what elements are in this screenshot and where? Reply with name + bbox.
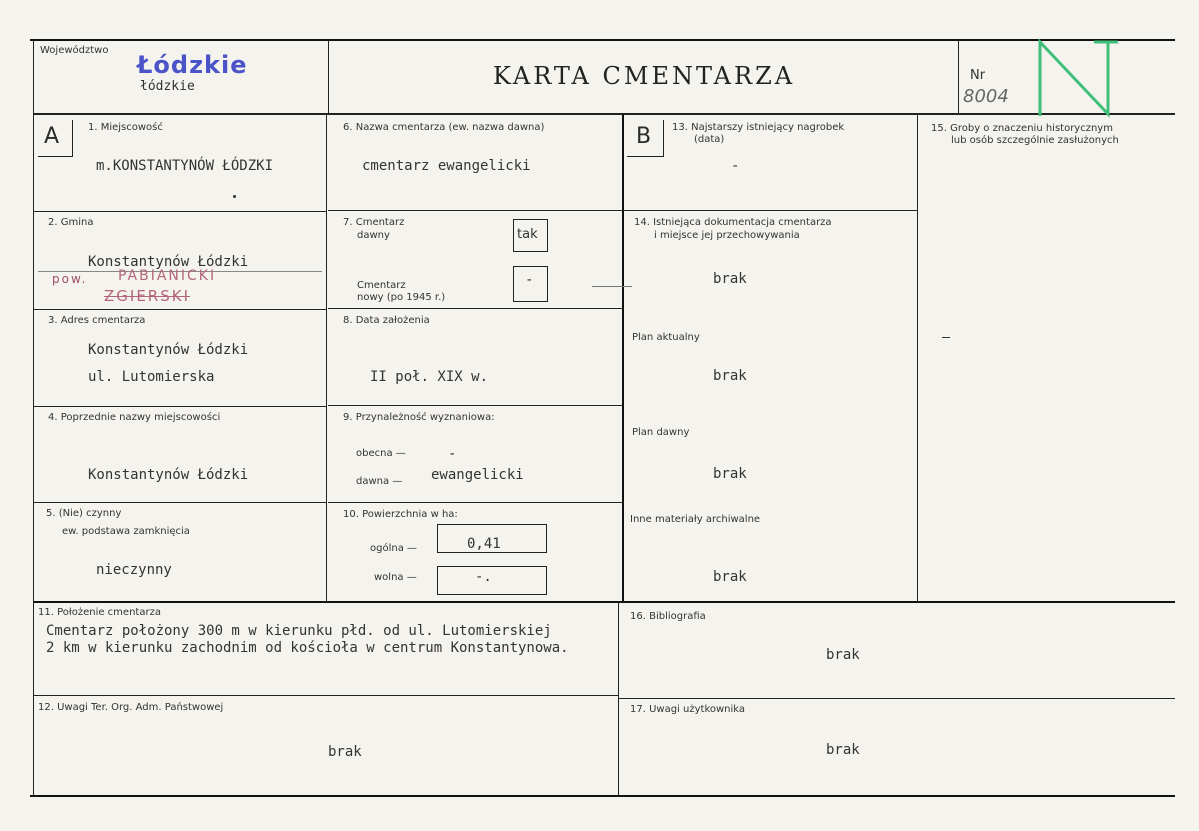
f8-value: II poł. XIX w. xyxy=(370,369,489,385)
f14-plan-aktualny-value: brak xyxy=(713,368,747,384)
stray-dash-2 xyxy=(592,286,632,287)
f14-plan-aktualny-label: Plan aktualny xyxy=(632,332,700,343)
header-bottom-rule xyxy=(34,113,1175,115)
col-divider-2 xyxy=(622,114,624,601)
row-line-1c xyxy=(624,210,917,211)
frame-left xyxy=(33,40,34,796)
wojewodztwo-value: łódzkie xyxy=(140,79,195,94)
header-divider-2 xyxy=(958,40,959,114)
f10-wolna-box xyxy=(437,566,547,595)
f3-label: 3. Adres cmentarza xyxy=(48,315,146,326)
f9-dawna-value: ewangelicki xyxy=(431,467,524,483)
f16-label: 16. Bibliografia xyxy=(630,611,706,622)
f11-line2: 2 km w kierunku zachodnim od kościoła w centrum Konstantynowa. xyxy=(46,640,569,656)
f7-label-line1: 7. Cmentarz xyxy=(343,217,405,228)
row-line-4b xyxy=(328,502,622,503)
f3-line2: ul. Lutomierska xyxy=(88,369,215,385)
f15-label-line2: lub osób szczególnie zasłużonych xyxy=(951,135,1119,146)
f14-plan-dawny-label: Plan dawny xyxy=(632,427,690,438)
row-line-bottom-left xyxy=(34,695,618,696)
frame-bottom xyxy=(30,795,1175,797)
row-line-1 xyxy=(34,211,326,212)
f1-value: m.KONSTANTYNÓW ŁÓDZKI xyxy=(96,158,274,174)
row-line-main xyxy=(34,601,1175,603)
f13-label-line1: 13. Najstarszy istniejący nagrobek xyxy=(672,122,845,133)
row-line-4 xyxy=(34,502,326,503)
f15-label-line1: 15. Groby o znaczeniu historycznym xyxy=(931,123,1113,134)
f6-label: 6. Nazwa cmentarza (ew. nazwa dawna) xyxy=(343,122,545,133)
row-line-3b xyxy=(328,405,622,406)
f7-nowy-line2: nowy (po 1945 r.) xyxy=(357,292,446,303)
f2-pow-value: PABIANICKI xyxy=(118,268,217,284)
f10-label: 10. Powierzchnia w ha: xyxy=(343,509,458,520)
frame-top xyxy=(30,39,1175,41)
f8-label: 8. Data założenia xyxy=(343,315,430,326)
f16-value: brak xyxy=(826,647,860,663)
f5-label-line2: ew. podstawa zamknięcia xyxy=(62,526,190,537)
f14-plan-dawny-value: brak xyxy=(713,466,747,482)
col-divider-3 xyxy=(917,114,918,601)
f5-label-line1: 5. (Nie) czynny xyxy=(46,508,122,519)
f14-inne-value: brak xyxy=(713,569,747,585)
f1-label: 1. Miejscowość xyxy=(88,122,163,133)
f14-label-line1: 14. Istniejąca dokumentacja cmentarza xyxy=(634,217,832,228)
f9-label: 9. Przynależność wyznaniowa: xyxy=(343,412,495,423)
f9-obecna-value: - xyxy=(448,446,457,462)
f7-nowy-line1: Cmentarz xyxy=(357,280,406,291)
f2-label: 2. Gmina xyxy=(48,217,94,228)
f2-pow-prefix: pow. xyxy=(52,272,88,286)
header-divider-1 xyxy=(328,40,329,114)
f4-value: Konstantynów Łódzki xyxy=(88,467,249,483)
green-n-mark xyxy=(1030,38,1120,118)
row-line-1b xyxy=(328,210,622,211)
wojewodztwo-label: Województwo xyxy=(40,45,109,56)
f10-ogolna-label: ogólna — xyxy=(370,543,418,554)
f14-inne-label: Inne materiały archiwalne xyxy=(630,514,761,525)
f2-pow-struck: ZGIERSKI xyxy=(104,287,191,305)
f9-dawna-label: dawna — xyxy=(356,476,403,487)
f3-line1: Konstantynów Łódzki xyxy=(88,342,249,358)
f14-value: brak xyxy=(713,271,747,287)
wojewodztwo-stamp: Łódzkie xyxy=(137,51,248,79)
f5-value: nieczynny xyxy=(96,562,172,578)
f7-nowy-value: - xyxy=(525,272,534,288)
f11-label: 11. Położenie cmentarza xyxy=(38,607,161,618)
f6-value: cmentarz ewangelicki xyxy=(362,158,531,174)
f2-value: Konstantynów Łódzki xyxy=(88,254,249,270)
f12-value: brak xyxy=(328,744,362,760)
row-line-bottom-right xyxy=(619,698,1175,699)
f7-label-line2: dawny xyxy=(357,230,390,241)
col-divider-1 xyxy=(326,114,327,601)
row-line-2b xyxy=(328,308,622,309)
section-b-letter: B xyxy=(636,124,652,149)
page-title: KARTA CMENTARZA xyxy=(492,62,796,90)
nr-label: Nr xyxy=(970,68,986,83)
f12-label: 12. Uwagi Ter. Org. Adm. Państwowej xyxy=(38,702,224,713)
row-line-3 xyxy=(34,406,326,407)
f10-ogolna-value: 0,41 xyxy=(467,536,501,552)
f9-obecna-label: obecna — xyxy=(356,448,406,459)
section-a-letter: A xyxy=(44,124,60,149)
f11-line1: Cmentarz położony 300 m w kierunku płd. od ul. Lutomierskiej xyxy=(46,623,552,639)
row-line-2 xyxy=(34,309,326,310)
f17-value: brak xyxy=(826,742,860,758)
f17-label: 17. Uwagi użytkownika xyxy=(630,704,746,715)
f10-wolna-value: -. xyxy=(475,569,492,585)
f7-dawny-value: tak xyxy=(517,227,538,242)
stray-dot-1 xyxy=(233,195,236,198)
f13-label-line2: (data) xyxy=(694,134,725,145)
stray-dash-1 xyxy=(942,337,950,338)
f4-label: 4. Poprzednie nazwy miejscowości xyxy=(48,412,221,423)
nr-value: 8004 xyxy=(963,86,1009,107)
f10-wolna-label: wolna — xyxy=(374,572,417,583)
f13-value: - xyxy=(731,158,740,174)
f14-label-line2: i miejsce jej przechowywania xyxy=(654,230,800,241)
